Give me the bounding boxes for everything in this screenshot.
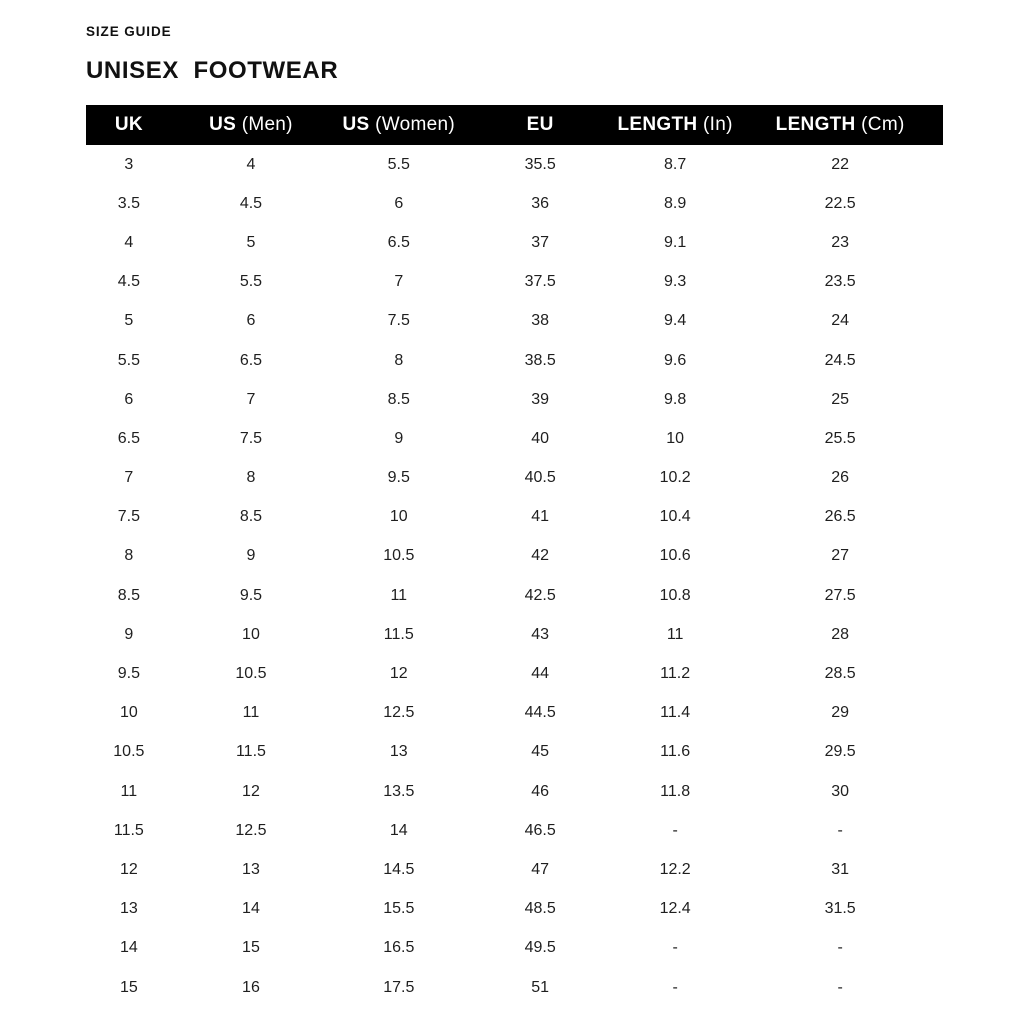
table-row <box>86 498 943 537</box>
table-cell: 6.5 <box>387 233 410 251</box>
table-row <box>86 694 943 733</box>
table-cell: 9.6 <box>664 351 687 369</box>
table-cell: 36 <box>531 194 550 212</box>
table-cell: 8 <box>394 351 404 369</box>
table-cell: 10 <box>242 625 260 643</box>
column-header-eu-label: EU <box>526 114 554 135</box>
table-cell: 14.5 <box>383 860 415 878</box>
table-cell: 43 <box>531 625 550 643</box>
table-cell: 5 <box>124 312 134 330</box>
column-header-uk-label: UK <box>114 114 143 135</box>
table-cell: 26.5 <box>824 508 856 526</box>
column-header-us-women-sublabel: (Women) <box>375 114 455 135</box>
table-cell: 11.2 <box>660 665 691 683</box>
table-cell: 17.5 <box>383 978 415 996</box>
table-cell: 39 <box>531 390 550 408</box>
table-cell: - <box>837 939 843 957</box>
table-cell: 11 <box>242 704 260 722</box>
table-cell: 47 <box>531 860 550 878</box>
table-cell: 11.4 <box>660 704 691 722</box>
table-row <box>86 654 943 693</box>
table-cell: 11.8 <box>660 782 691 800</box>
table-row <box>86 184 943 223</box>
table-cell: 12 <box>119 860 138 878</box>
table-cell: 11 <box>666 625 684 643</box>
column-header-length-in-label: LENGTH <box>617 114 698 135</box>
table-cell: 7 <box>124 469 134 487</box>
table-cell: 10.2 <box>659 469 691 487</box>
table-cell: 10 <box>389 508 408 526</box>
table-cell: - <box>672 821 678 839</box>
table-cell: 15.5 <box>383 900 415 918</box>
table-cell: 13.5 <box>383 782 415 800</box>
table-cell: 5.5 <box>239 273 263 291</box>
table-cell: 51 <box>531 978 550 996</box>
column-header-uk <box>86 105 172 145</box>
table-cell: 37.5 <box>524 273 556 291</box>
table-cell: 8.5 <box>387 390 410 408</box>
table-cell: 9.5 <box>239 586 263 604</box>
table-cell: 6 <box>124 390 134 408</box>
table-cell: 15 <box>119 978 138 996</box>
table-cell: 9.8 <box>664 390 687 408</box>
column-header-eu <box>467 105 613 145</box>
table-row <box>86 263 943 302</box>
table-cell: 9 <box>124 625 134 643</box>
table-cell: 46 <box>531 782 550 800</box>
table-cell: 22.5 <box>824 194 856 212</box>
table-row <box>86 850 943 889</box>
column-header-length-in <box>613 105 737 145</box>
table-cell: 24 <box>831 312 850 330</box>
table-cell: 4 <box>246 155 256 173</box>
table-cell: 25.5 <box>824 429 856 447</box>
table-row <box>86 341 943 380</box>
table-cell: 13 <box>389 743 408 761</box>
table-row <box>86 302 943 341</box>
table-cell: 27.5 <box>824 586 856 604</box>
table-cell: 31 <box>831 860 850 878</box>
table-cell: 5 <box>246 233 256 251</box>
table-cell: 7.5 <box>239 429 263 447</box>
table-cell: 12.5 <box>383 704 415 722</box>
table-cell: 10.8 <box>659 586 691 604</box>
size-chart-body <box>86 145 943 1007</box>
table-cell: 29 <box>831 704 850 722</box>
table-cell: 9.4 <box>664 312 687 330</box>
table-cell: 9.3 <box>664 273 687 291</box>
table-row <box>86 615 943 654</box>
table-cell: 35.5 <box>524 155 556 173</box>
table-cell: 48.5 <box>524 900 556 918</box>
table-row <box>86 576 943 615</box>
table-cell: 4 <box>124 233 134 251</box>
header-row <box>86 105 943 145</box>
table-cell: 6.5 <box>239 351 263 369</box>
table-cell: 8.5 <box>239 508 263 526</box>
table-cell: 11 <box>390 586 408 604</box>
table-cell: 42.5 <box>524 586 556 604</box>
table-cell: 37 <box>531 233 550 251</box>
table-cell: 6.5 <box>117 429 140 447</box>
table-row <box>86 145 943 184</box>
table-cell: 8.7 <box>664 155 687 173</box>
table-cell: 49.5 <box>524 939 556 957</box>
table-cell: - <box>672 939 678 957</box>
size-guide-label: SIZE GUIDE <box>86 24 172 39</box>
table-cell: 25 <box>831 390 850 408</box>
table-cell: 8.5 <box>117 586 140 604</box>
column-header-us-women <box>330 105 467 145</box>
table-cell: 12 <box>242 782 260 800</box>
table-cell: 28.5 <box>824 665 856 683</box>
table-cell: 27 <box>831 547 850 565</box>
table-cell: 40 <box>531 429 550 447</box>
table-cell: 38 <box>531 312 550 330</box>
table-row <box>86 811 943 850</box>
table-row <box>86 419 943 458</box>
table-cell: 4.5 <box>117 273 140 291</box>
table-cell: 10.4 <box>659 508 691 526</box>
table-cell: 10 <box>666 429 685 447</box>
table-cell: 10.5 <box>113 743 145 761</box>
table-cell: 3.5 <box>117 194 140 212</box>
table-row <box>86 537 943 576</box>
table-cell: 45 <box>531 743 550 761</box>
table-cell: 9.5 <box>387 469 410 487</box>
table-cell: 10 <box>119 704 138 722</box>
table-row <box>86 772 943 811</box>
table-cell: 13 <box>242 860 260 878</box>
table-row <box>86 380 943 419</box>
table-cell: 40.5 <box>524 469 556 487</box>
table-cell: - <box>672 978 678 996</box>
table-cell: 12.2 <box>659 860 691 878</box>
size-chart-table <box>86 105 943 1007</box>
table-cell: 16 <box>242 978 260 996</box>
table-cell: 11.5 <box>113 821 144 839</box>
table-cell: 14 <box>242 900 260 918</box>
column-header-us-men-label: US <box>209 114 237 135</box>
table-cell: 6 <box>246 312 256 330</box>
table-cell: 11.6 <box>660 743 691 761</box>
table-cell: 38.5 <box>524 351 556 369</box>
table-cell: 41 <box>531 508 550 526</box>
table-cell: 26 <box>831 469 850 487</box>
table-cell: 16.5 <box>383 939 415 957</box>
table-cell: 22 <box>831 155 850 173</box>
table-cell: 44.5 <box>524 704 556 722</box>
table-cell: 4.5 <box>239 194 263 212</box>
table-cell: 8 <box>246 469 256 487</box>
table-cell: 30 <box>831 782 850 800</box>
table-cell: 15 <box>242 939 260 957</box>
table-cell: 6 <box>394 194 404 212</box>
column-header-length-cm-label: LENGTH <box>775 114 856 135</box>
page-title: UNISEX FOOTWEAR <box>86 57 339 84</box>
column-header-us-women-label: US <box>342 114 370 135</box>
table-cell: 7 <box>394 273 404 291</box>
column-header-us-men-sublabel: (Men) <box>241 114 293 135</box>
table-row <box>86 968 943 1007</box>
table-cell: 10.5 <box>235 665 267 683</box>
table-cell: 14 <box>389 821 408 839</box>
table-cell: 8 <box>124 547 134 565</box>
table-cell: 7 <box>246 390 256 408</box>
table-cell: 11 <box>120 782 138 800</box>
table-cell: 23 <box>831 233 850 251</box>
table-cell: 13 <box>119 900 138 918</box>
table-cell: 14 <box>119 939 138 957</box>
table-cell: 23.5 <box>824 273 856 291</box>
table-cell: 10.6 <box>659 547 691 565</box>
column-header-length-in-sublabel: (In) <box>703 114 733 135</box>
table-cell: - <box>837 978 843 996</box>
table-cell: 31.5 <box>824 900 856 918</box>
table-cell: 28 <box>831 625 850 643</box>
table-cell: 11.5 <box>383 625 414 643</box>
table-cell: 46.5 <box>524 821 556 839</box>
table-cell: 9 <box>246 547 256 565</box>
table-row <box>86 223 943 262</box>
table-row <box>86 459 943 498</box>
table-row <box>86 890 943 929</box>
size-chart-header <box>86 105 943 145</box>
table-row <box>86 929 943 968</box>
table-cell: 9 <box>394 429 404 447</box>
table-cell: 24.5 <box>824 351 856 369</box>
table-cell: 12.5 <box>235 821 267 839</box>
table-cell: 12 <box>389 665 408 683</box>
table-cell: 5.5 <box>117 351 140 369</box>
column-header-length-cm-sublabel: (Cm) <box>861 114 905 135</box>
table-cell: 44 <box>531 665 550 683</box>
table-cell: 9.1 <box>664 233 687 251</box>
table-cell: 5.5 <box>387 155 410 173</box>
table-row <box>86 733 943 772</box>
column-header-us-men <box>172 105 331 145</box>
table-cell: 9.5 <box>117 665 140 683</box>
column-header-length-cm <box>737 105 943 145</box>
table-cell: - <box>837 821 843 839</box>
table-cell: 42 <box>531 547 550 565</box>
table-cell: 10.5 <box>383 547 415 565</box>
table-cell: 7.5 <box>117 508 140 526</box>
table-cell: 12.4 <box>659 900 691 918</box>
table-cell: 7.5 <box>387 312 410 330</box>
table-cell: 3 <box>124 155 134 173</box>
table-cell: 29.5 <box>824 743 856 761</box>
table-cell: 8.9 <box>664 194 687 212</box>
table-cell: 11.5 <box>235 743 266 761</box>
